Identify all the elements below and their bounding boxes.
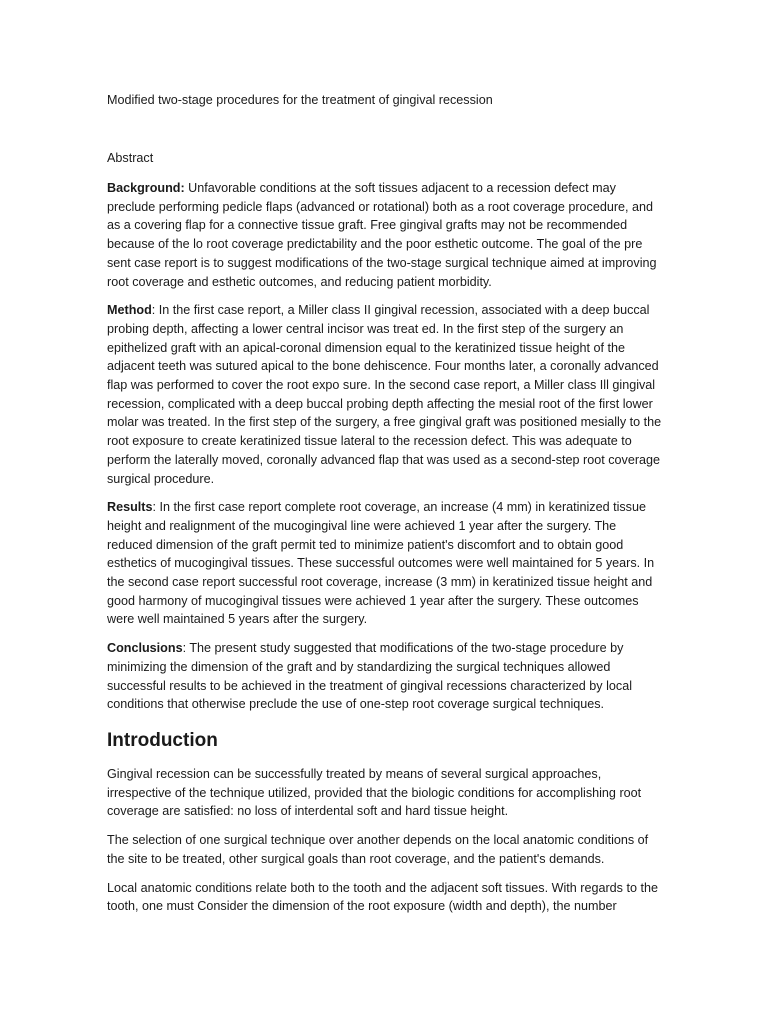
background-text: Unfavorable conditions at the soft tissues adjacent to a recession defect may preclude performing pedicle flaps (advanced or rotational) both as a root coverage procedure, and as a covering flap for a connective tissue graft. Free gingival grafts may not be recommended because of the lo root coverage predictability and the poor esthetic outcome. The goal of the pre sent case report is to suggest modifications of the two-stage surgical technique aimed at improving root coverage and esthetic outcomes, and reducing patient morbidity. bbox=[107, 181, 657, 289]
abstract-method-paragraph bbox=[107, 301, 663, 488]
results-label: Results bbox=[107, 500, 153, 515]
background-label: Background: bbox=[107, 181, 185, 195]
document-page bbox=[107, 91, 663, 926]
introduction-paragraph: The selection of one surgical technique over another depends on the local anatomic conditions of the site to be treated, other surgical goals than root coverage, and the patient's demands. bbox=[107, 833, 649, 866]
document-title: Modified two-stage procedures for the treatment of gingival recession bbox=[107, 93, 493, 107]
results-text: : In the first case report complete root coverage, an increase (4 mm) in keratinized tissue height and realignment of the mucogingival line were achieved 1 year after the surgery. The reduced dimension of the graft permit ted to minimize patient's discomfort and to obtain good esthetics of mucogingival tissues. These successful outcomes were well maintained for 5 years. In the second case report successful root coverage, increase (3 mm) in keratinized tissue height and good harmony of mucogingival tissues were achieved 1 year after the surgery. These outcomes were well maintained 5 years after the surgery. bbox=[107, 500, 655, 627]
abstract-results-paragraph bbox=[107, 498, 663, 629]
abstract-background-paragraph bbox=[107, 179, 663, 291]
abstract-heading: Abstract bbox=[107, 151, 154, 165]
introduction-paragraph: Gingival recession can be successfully treated by means of several surgical approaches, irrespective of the technique utilized, provided that the biologic conditions for accomplishing root coverage are satisfied: no loss of interdental soft and hard tissue height. bbox=[107, 766, 642, 819]
introduction-paragraph: Local anatomic conditions relate both to the tooth and the adjacent soft tissues. With regards to the tooth, one must Consider the dimension of the root exposure (width and depth), the number bbox=[107, 880, 658, 914]
conclusions-text: : The present study suggested that modifications of the two-stage procedure by minimizing the dimension of the graft and by standardizing the surgical techniques allowed successful results to be achieved in the treatment of gingival recessions characterized by local conditions that otherwise preclude the use of one-step root coverage surgical techniques. bbox=[107, 641, 633, 712]
abstract-conclusions-paragraph bbox=[107, 639, 663, 714]
method-text: : In the first case report, a Miller class II gingival recession, associated with a deep buccal probing depth, affecting a lower central incisor was treat ed. In the first step of the surgery an epithelized graft with an apical-coronal dimension equal to the keratinized tissue height of the adjacent teeth was sutured apical to the bone dehiscence. Four months later, a coronally advanced flap was performed to cover the root expo sure. In the second case report, a Miller class Ill gingival recession, complicated with a deep buccal probing depth affecting the mesial root of the first lower molar was treated. In the first step of the surgery, a free gingival graft was positioned mesially to the root exposure to create keratinized tissue lateral to the recession defect. This was adequate to perform the laterally moved, coronally advanced flap that was used as a second-step root coverage surgical procedure. bbox=[107, 303, 662, 486]
introduction-heading: Introduction bbox=[107, 729, 218, 751]
method-label: Method bbox=[107, 303, 152, 318]
conclusions-label: Conclusions bbox=[107, 641, 183, 656]
